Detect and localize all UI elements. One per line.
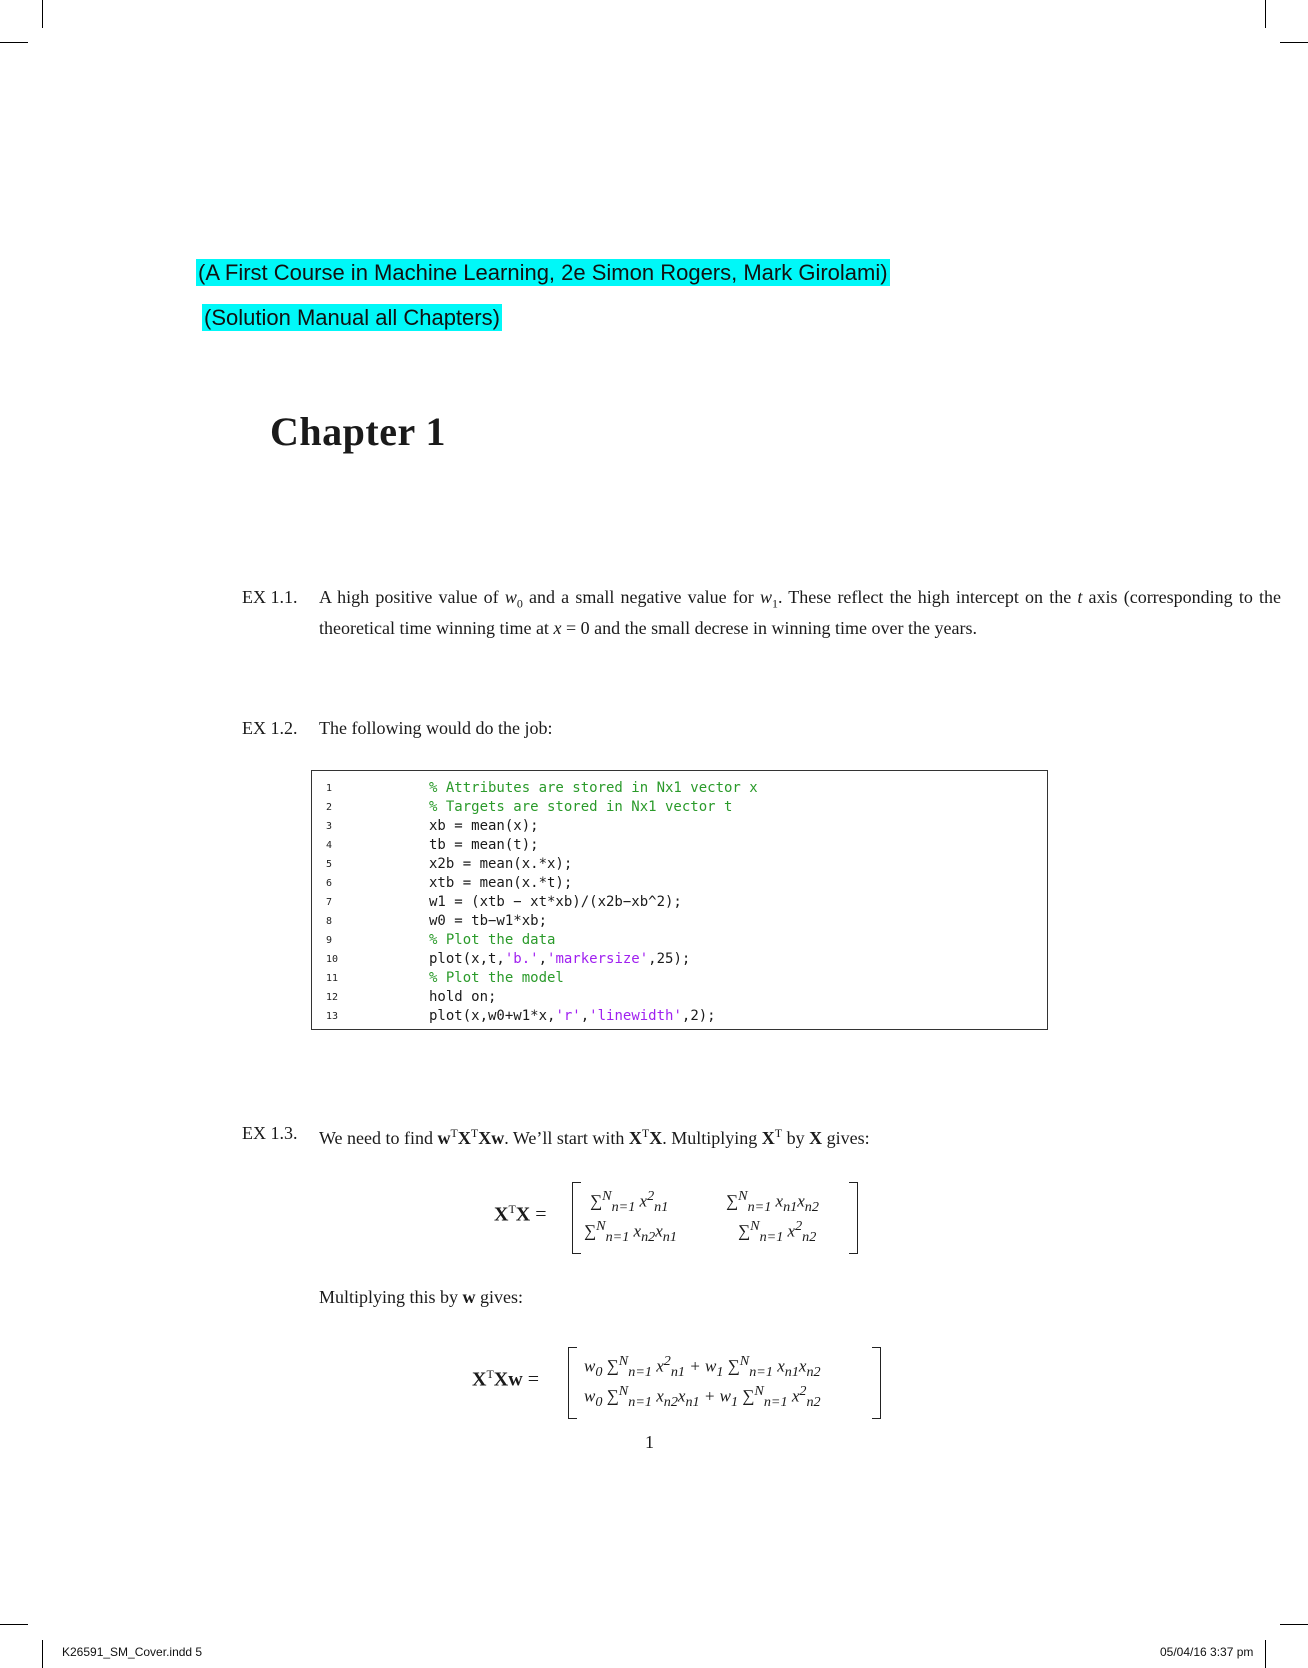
mid-text: Multiplying this by w gives:: [319, 1287, 524, 1307]
solution-manual-highlight: (Solution Manual all Chapters): [204, 305, 500, 330]
footer-divider: [42, 1640, 43, 1662]
matrix-cell: $w_0$ ∑$^N_{n=1}$ $x_{n2}x_{n1} + w_1$ ∑$^N_{n=1}$ $x^2_{n2}$: [584, 1383, 821, 1411]
chapter-title: Chapter 1: [270, 409, 446, 454]
matrix-cell: ∑$^N_{n=1}$ $x_{n1}x_{n2}$: [726, 1188, 819, 1216]
right-bracket: [849, 1182, 858, 1254]
matrix-cell: ∑$^N_{n=1}$ $x_{n2}x_{n1}$: [584, 1218, 677, 1246]
matrix-lhs: $X^TXw$ =: [472, 1367, 539, 1391]
matrix-xtx: [494, 1182, 864, 1254]
exercise-text: We need to find $w^TX^TXw$. We’ll start with $X^TX$. Multiplying $X^T$ by X gives:: [319, 1126, 870, 1148]
crop-mark: [1280, 1624, 1308, 1625]
code-line-13: plot(x,w0+w1*x,'r','linewidth',2);: [429, 1008, 716, 1024]
matrix-cell: $w_0$ ∑$^N_{n=1}$ $x^2_{n1} + w_1$ ∑$^N_{n=1}$ $x_{n1}x_{n2}$: [584, 1353, 821, 1381]
left-bracket: [568, 1347, 577, 1419]
matrix-lhs: $X^TX$ =: [494, 1202, 547, 1226]
matrix-xtxw: [472, 1347, 892, 1419]
exercise-text: A high positive value of $w_0$ and a small negative value for $w_1$. These reflect the high intercept on the t axis (corresponding to the theoretical time winning time at x = 0 and the small decrese in winning time over the years.: [319, 587, 1281, 638]
crop-mark: [1280, 42, 1308, 43]
book-title-highlight: (A First Course in Machine Learning, 2e Simon Rogers, Mark Girolami): [198, 260, 888, 285]
exercise-label: EX 1.2.: [242, 718, 298, 738]
footer-right: 05/04/16 3:37 pm: [1160, 1645, 1254, 1659]
exercise-text: The following would do the job:: [319, 718, 553, 738]
page-number: 1: [645, 1432, 654, 1452]
right-bracket: [872, 1347, 881, 1419]
exercise-label: EX 1.3.: [242, 1123, 298, 1143]
matrix-cell: ∑$^N_{n=1}$ $x^2_{n1}$: [590, 1188, 669, 1216]
crop-mark: [0, 1624, 28, 1625]
footer-left: K26591_SM_Cover.indd 5: [62, 1645, 203, 1659]
footer-divider: [1265, 1640, 1266, 1662]
code-line-10: plot(x,t,'b.','markersize',25);: [429, 951, 691, 967]
crop-mark: [42, 0, 43, 28]
matrix-cell: ∑$^N_{n=1}$ $x^2_{n2}$: [738, 1218, 817, 1246]
code-listing: 1 % Attributes are stored in Nx1 vector x 2 % Targets are stored in Nx1 vector t 3 xb = mean(x); 4 tb = mean(t); 5 x2b = mean(x.*x); 6 xtb = mean(x.*t); 7 w1 = (xtb − xt*xb)/(x2b−xb^2); 8 w0 = tb−w1*xb; 9 % Plot the data 10 plot(x,t,'b.','markersize',25); 11 % Plot the model 12 hold on; 13 plot(x,w0+w1*x,'r','linewidth',2);: [311, 770, 1048, 1030]
left-bracket: [572, 1182, 581, 1254]
exercise-label: EX 1.1.: [242, 587, 298, 607]
crop-mark: [1265, 0, 1266, 28]
crop-mark: [0, 42, 28, 43]
